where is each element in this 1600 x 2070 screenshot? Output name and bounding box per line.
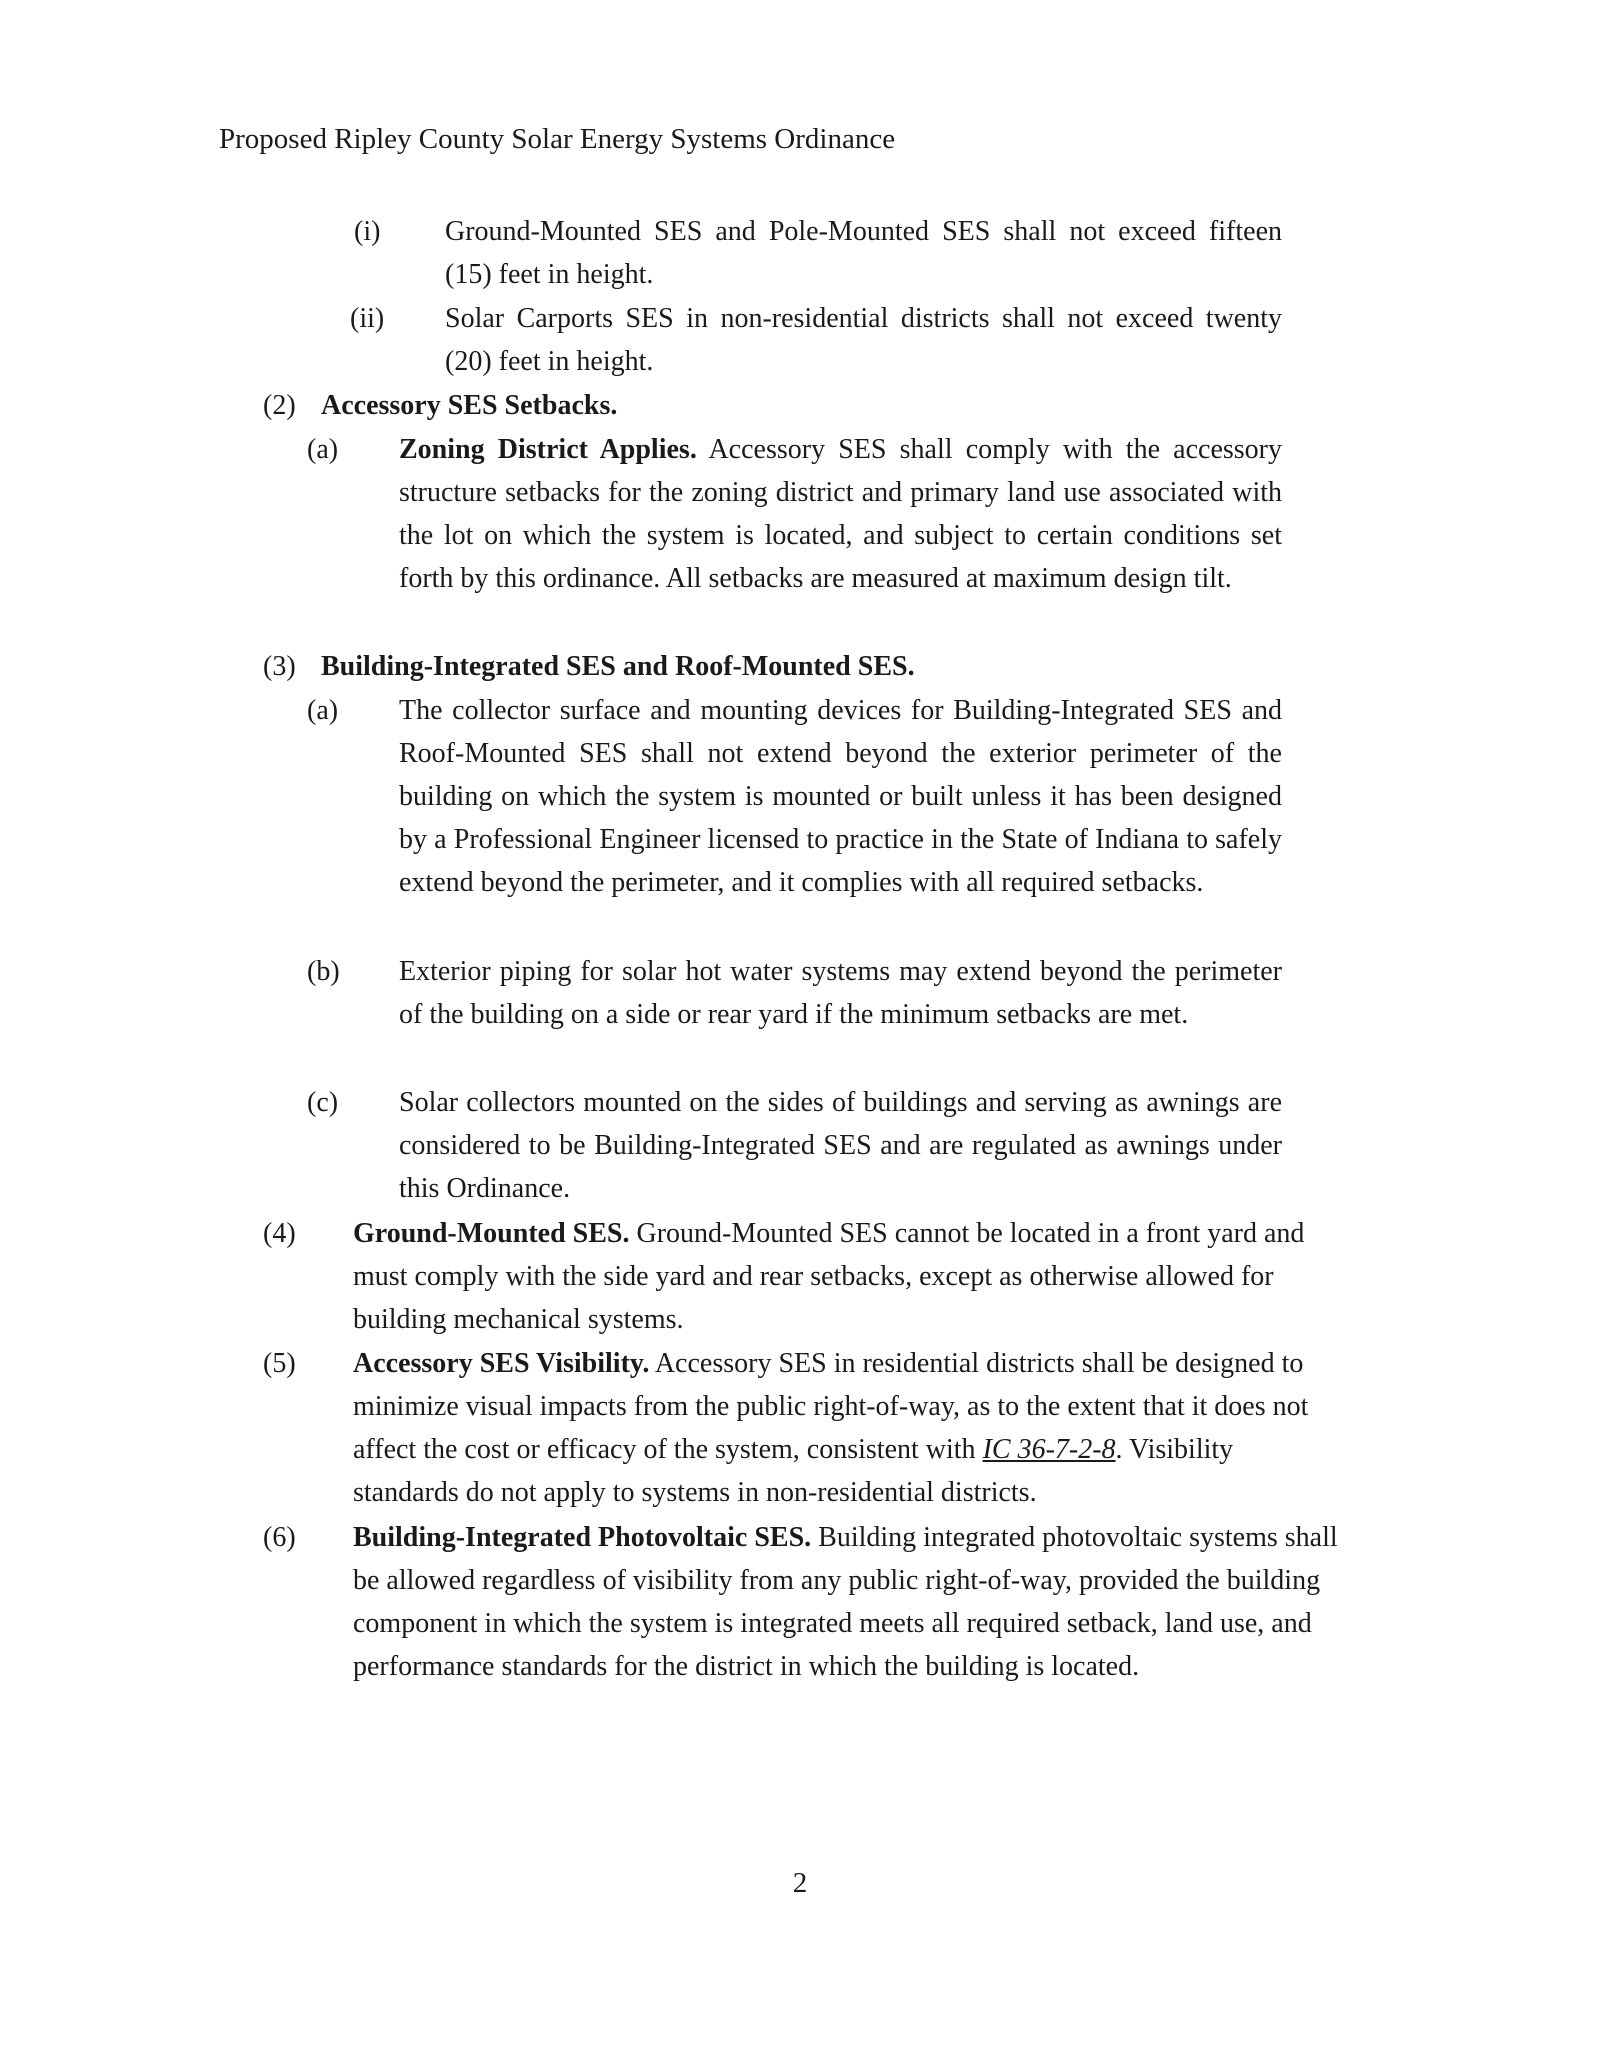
section-2a-paragraph bbox=[399, 428, 1282, 600]
section-5-text-end: . Visibility standards do not apply to systems in non-residential districts. bbox=[353, 1434, 1234, 1508]
section-2a-marker: (a) bbox=[307, 434, 339, 465]
item-i-text: Ground-Mounted SES and Pole-Mounted SES shall not exceed fifteen (15) feet in height. bbox=[445, 216, 1282, 290]
section-4-heading: Ground-Mounted SES. bbox=[353, 1218, 630, 1249]
section-6-heading: Building-Integrated Photovoltaic SES. bbox=[353, 1522, 812, 1553]
item-i-marker: (i) bbox=[354, 216, 381, 247]
section-6-paragraph bbox=[353, 1516, 1345, 1688]
section-3-heading: Building-Integrated SES and Roof-Mounted SES. bbox=[321, 651, 915, 682]
section-4-marker: (4) bbox=[263, 1218, 296, 1249]
section-3c-text: Solar collectors mounted on the sides of buildings and serving as awnings are considered to be Building-Integrated SES and are regulated as awnings under this Ordinance. bbox=[399, 1087, 1282, 1204]
section-5-text: Accessory SES in residential districts shall be designed to minimize visual impacts from the public right-of-way, as to the extent that it does not affect the cost or efficacy of the system, consistent with bbox=[353, 1348, 1309, 1465]
section-2a-heading: Zoning District Applies. bbox=[399, 434, 697, 465]
section-2-marker: (2) bbox=[263, 390, 296, 421]
section-3c-marker: (c) bbox=[307, 1087, 339, 1118]
page-header: Proposed Ripley County Solar Energy Systems Ordinance bbox=[219, 123, 896, 155]
section-3b-marker: (b) bbox=[307, 956, 340, 987]
item-ii-marker: (ii) bbox=[350, 303, 385, 334]
section-6-marker: (6) bbox=[263, 1522, 296, 1553]
section-2-heading: Accessory SES Setbacks. bbox=[321, 390, 618, 421]
section-5-heading: Accessory SES Visibility. bbox=[353, 1348, 650, 1379]
section-4-paragraph bbox=[353, 1212, 1345, 1341]
section-3a-text: The collector surface and mounting devices for Building-Integrated SES and Roof-Mounted SES shall not extend beyond the exterior perimeter of the building on which the system is mounted or built unless it has been designed by a Professional Engineer licensed to practice in the State of Indiana to safely extend beyond the perimeter, and it complies with all required setbacks. bbox=[399, 695, 1282, 898]
page-number: 2 bbox=[792, 1867, 808, 1899]
section-4-text: Ground-Mounted SES cannot be located in a front yard and must comply with the side yard and rear setbacks, except as otherwise allowed for building mechanical systems. bbox=[353, 1218, 1305, 1335]
section-5-marker: (5) bbox=[263, 1348, 296, 1379]
section-3b-text: Exterior piping for solar hot water systems may extend beyond the perimeter of the building on a side or rear yard if the minimum setbacks are met. bbox=[399, 956, 1282, 1030]
section-3a-marker: (a) bbox=[307, 695, 339, 726]
section-5-paragraph bbox=[353, 1342, 1345, 1514]
section-6-text: Building integrated photovoltaic systems shall be allowed regardless of visibility from any public right-of-way, provided the building component in which the system is integrated meets all required setback, land use, and performance standards for the district in which the building is located. bbox=[353, 1522, 1338, 1682]
statute-citation-link[interactable]: IC 36-7-2-8 bbox=[982, 1434, 1116, 1465]
section-2a-text: Accessory SES shall comply with the accessory structure setbacks for the zoning district and primary land use associated with the lot on which the system is located, and subject to certain conditions set forth by this ordinance. All setbacks are measured at maximum design tilt. bbox=[399, 434, 1283, 594]
section-3-marker: (3) bbox=[263, 651, 296, 682]
item-ii-text: Solar Carports SES in non-residential districts shall not exceed twenty (20) feet in height. bbox=[445, 303, 1282, 377]
